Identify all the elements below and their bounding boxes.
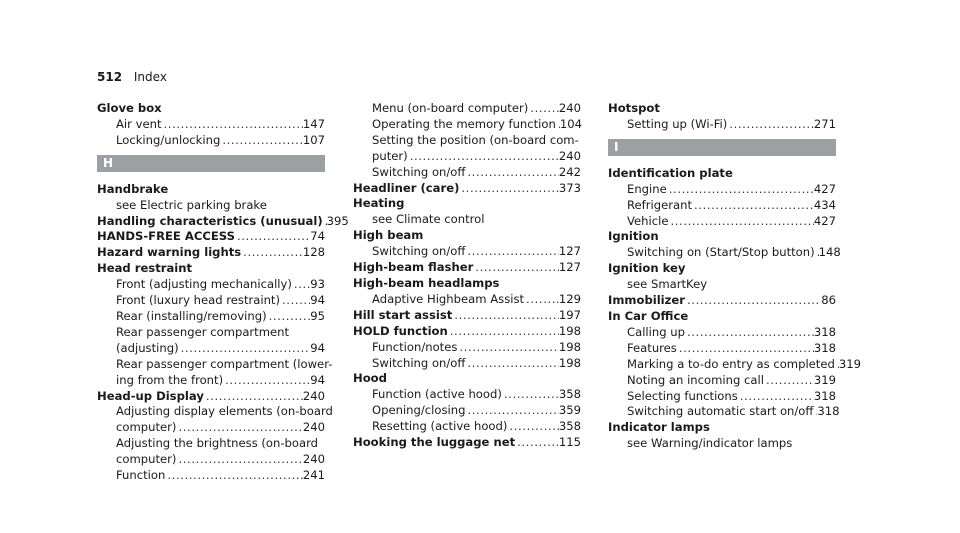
see-reference[interactable]: [608, 436, 836, 452]
section-letter-i: I: [608, 139, 836, 156]
leader-dots: [292, 277, 310, 293]
page-ref: 95: [310, 308, 325, 323]
index-subentry[interactable]: [97, 293, 325, 309]
page-ref: 128: [302, 245, 325, 260]
leader-dots: [162, 117, 303, 133]
index-subentry[interactable]: [97, 404, 333, 420]
index-entry[interactable]: [353, 371, 581, 387]
page-ref: 358: [558, 387, 581, 402]
index-subentry[interactable]: [353, 244, 581, 260]
entry-title: Handbrake: [97, 181, 169, 196]
entry-text: Rear passenger compartment (lower-: [116, 356, 333, 371]
leader-dots: [235, 229, 310, 245]
entry-text: Marking a to-do entry as completed: [627, 356, 835, 371]
entry-title: Indicator lamps: [608, 420, 710, 435]
leader-dots: [176, 420, 302, 436]
entry-text: Switching on/off: [372, 244, 466, 259]
entry-text: see Climate control: [372, 212, 485, 227]
entry-text: Locking/unlocking: [116, 132, 221, 147]
index-entry[interactable]: [608, 261, 836, 277]
leader-dots: [267, 309, 311, 325]
index-entry[interactable]: [97, 182, 325, 198]
entry-text: Setting up (Wi-Fi): [627, 116, 728, 131]
page-ref: 94: [310, 293, 325, 308]
page-ref: 127: [558, 260, 581, 275]
page-ref: 197: [558, 307, 581, 322]
index-entry[interactable]: [353, 276, 581, 292]
leader-dots: [507, 419, 558, 435]
entry-text: computer): [116, 420, 177, 435]
leader-dots: [473, 260, 559, 276]
index-subentry[interactable]: [608, 245, 841, 261]
entry-text: Function: [116, 468, 166, 483]
page-ref: 240: [558, 101, 581, 115]
entry-text: puter): [372, 148, 408, 163]
leader-dots: [457, 340, 558, 356]
entry-text: Vehicle: [627, 213, 669, 228]
leader-dots: [179, 341, 311, 357]
page-ref: 240: [302, 452, 325, 467]
page-ref: 198: [558, 323, 581, 338]
entry-title: Head restraint: [97, 261, 193, 276]
page-ref: 240: [302, 388, 325, 403]
entry-text: Adjusting the brightness (on-board: [116, 436, 319, 451]
entry-title: Glove box: [97, 101, 162, 115]
index-subentry[interactable]: [608, 356, 861, 373]
leader-dots: [685, 293, 821, 309]
leader-dots: [223, 373, 310, 389]
section-title: Index: [133, 70, 167, 84]
page-ref: 74: [310, 229, 325, 244]
entry-text: Opening/closing: [372, 403, 466, 418]
leader-dots: [459, 181, 558, 197]
index-subentry[interactable]: [608, 389, 836, 405]
entry-text: Switching on/off: [372, 355, 466, 370]
leader-dots: [220, 133, 303, 149]
entry-title: In Car Office: [608, 308, 689, 323]
entry-text: Adjusting display elements (on-board: [116, 404, 333, 419]
entry-text: ing from the front): [116, 372, 224, 387]
page-ref: 359: [558, 403, 581, 418]
index-column-3: [608, 101, 861, 452]
page-ref: 86: [821, 293, 836, 308]
leader-dots: [668, 214, 813, 230]
index-entry[interactable]: [608, 229, 836, 245]
entry-text: see Warning/indicator lamps: [627, 436, 793, 451]
index-subentry[interactable]: [97, 309, 325, 325]
index-subentry[interactable]: [353, 149, 581, 165]
leader-dots: [524, 292, 559, 308]
page-header: [97, 70, 167, 84]
entry-text: see Electric parking brake: [116, 197, 267, 212]
index-subentry[interactable]: [353, 117, 581, 133]
index-entry[interactable]: [353, 181, 581, 197]
index-subentry[interactable]: [608, 373, 836, 389]
index-subentry[interactable]: [97, 436, 325, 452]
index-entry[interactable]: [353, 260, 581, 276]
page-ref: 148: [818, 245, 841, 260]
entry-title: Hooking the luggage net: [353, 435, 516, 450]
index-subentry[interactable]: [608, 198, 836, 214]
index-subentry[interactable]: [608, 404, 840, 420]
page-ref: 240: [558, 148, 581, 163]
leader-dots: [692, 198, 814, 214]
entry-text: Front (luxury head restraint): [116, 293, 280, 308]
leader-dots: [241, 245, 303, 261]
index-subentry[interactable]: [97, 468, 325, 484]
entry-title: Head-up Display: [97, 388, 204, 403]
entry-text: Features: [627, 340, 677, 355]
entry-text: Rear passenger compartment: [116, 324, 290, 339]
page-ref: 104: [559, 116, 582, 131]
see-reference[interactable]: [353, 212, 581, 228]
index-subentry[interactable]: [608, 214, 836, 230]
page-ref: 318: [813, 324, 836, 339]
index-subentry[interactable]: [353, 387, 581, 403]
index-subentry[interactable]: [97, 133, 325, 149]
entry-title: Ignition key: [608, 261, 686, 276]
index-entry[interactable]: [353, 308, 581, 324]
leader-dots: [165, 468, 303, 484]
index-subentry[interactable]: [97, 325, 325, 341]
leader-dots: [465, 244, 558, 260]
entry-title: Heating: [353, 196, 405, 211]
index-subentry[interactable]: [97, 117, 325, 133]
entry-text: Refrigerant: [627, 197, 692, 212]
index-subentry[interactable]: [353, 403, 581, 419]
entry-text: Adaptive Highbeam Assist: [372, 291, 525, 306]
leader-dots: [204, 389, 303, 405]
index-column-1: [97, 101, 349, 484]
leader-dots: [465, 165, 558, 181]
entry-title: Hill start assist: [353, 307, 453, 322]
index-entry[interactable]: [608, 166, 836, 182]
index-entry[interactable]: [97, 389, 325, 405]
entry-text: Front (adjusting mechanically): [116, 277, 292, 292]
entry-text: Air vent: [116, 116, 162, 131]
entry-text: Selecting functions: [627, 388, 738, 403]
page-ref: 271: [813, 116, 836, 131]
entry-text: Function (active hood): [372, 387, 502, 402]
leader-dots: [465, 356, 558, 372]
index-subentry[interactable]: [608, 117, 836, 133]
entry-title: Hazard warning lights: [97, 245, 242, 260]
page-ref: 147: [302, 116, 325, 131]
page-ref: 319: [813, 372, 836, 387]
entry-text: Switching on/off: [372, 164, 466, 179]
index-subentry[interactable]: [608, 341, 836, 357]
index-entry[interactable]: [608, 293, 836, 309]
entry-title: Hood: [353, 371, 387, 386]
index-entry[interactable]: [353, 228, 581, 244]
leader-dots: [528, 101, 559, 117]
index-entry[interactable]: [97, 245, 325, 261]
index-subentry[interactable]: [97, 452, 325, 468]
leader-dots: [515, 435, 559, 451]
page-ref: 129: [558, 291, 581, 306]
see-reference[interactable]: [97, 198, 325, 214]
index-subentry[interactable]: [353, 292, 581, 308]
index-subentry[interactable]: [97, 341, 325, 357]
page-ref: 93: [310, 277, 325, 292]
entry-text: Function/notes: [372, 339, 458, 354]
entry-text: Switching automatic start on/off: [627, 404, 814, 419]
leader-dots: [176, 452, 302, 468]
see-reference[interactable]: [608, 277, 836, 293]
index-subentry[interactable]: [353, 101, 581, 117]
leader-dots: [685, 325, 814, 341]
page-ref: 198: [558, 339, 581, 354]
index-entry[interactable]: [97, 213, 349, 230]
page-ref: 198: [558, 355, 581, 370]
index-entry[interactable]: [353, 435, 581, 451]
index-subentry[interactable]: [97, 356, 333, 373]
page-ref: 358: [558, 419, 581, 434]
entry-title: High-beam flasher: [353, 260, 474, 275]
page-ref: 318: [813, 340, 836, 355]
index-subentry[interactable]: [353, 165, 581, 181]
entry-title: HOLD function: [353, 323, 448, 338]
page-ref: 427: [813, 213, 836, 228]
index-subentry[interactable]: [97, 373, 325, 389]
leader-dots: [764, 373, 814, 389]
index-subentry[interactable]: [353, 419, 581, 435]
page-ref: 241: [302, 468, 325, 483]
index-entry[interactable]: [97, 101, 325, 117]
entry-text: Resetting (active hood): [372, 419, 508, 434]
index-subentry[interactable]: [353, 133, 581, 149]
leader-dots: [452, 308, 559, 324]
entry-text: Noting an incoming call: [627, 372, 764, 387]
entry-text: Switching on (Start/Stop button): [627, 245, 815, 260]
entry-title: High beam: [353, 228, 424, 243]
leader-dots: [448, 324, 559, 340]
index-subentry[interactable]: [97, 277, 325, 293]
leader-dots: [667, 182, 814, 198]
leader-dots: [465, 403, 558, 419]
index-entry[interactable]: [353, 324, 581, 340]
entry-text: Rear (installing/removing): [116, 308, 267, 323]
leader-dots: [280, 293, 310, 309]
entry-text: Calling up: [627, 324, 685, 339]
index-entry[interactable]: [608, 420, 836, 436]
leader-dots: [677, 341, 814, 357]
page-ref: 242: [558, 164, 581, 179]
index-entry[interactable]: [608, 309, 836, 325]
leader-dots: [727, 117, 814, 133]
index-subentry[interactable]: [353, 356, 581, 372]
page-ref: 427: [813, 181, 836, 196]
entry-title: Handling characteristics (unusual): [97, 213, 323, 228]
page-ref: 373: [558, 180, 581, 195]
entry-title: High-beam headlamps: [353, 275, 500, 290]
entry-text: Menu (on-board computer): [372, 101, 529, 115]
page-number: 512: [97, 70, 123, 84]
section-letter-h: H: [97, 155, 325, 172]
entry-text: Engine: [627, 181, 667, 196]
entry-text: computer): [116, 452, 177, 467]
entry-title: Identification plate: [608, 165, 733, 180]
index-entry[interactable]: [97, 261, 325, 277]
entry-title: Ignition: [608, 229, 659, 244]
page-ref: 318: [813, 388, 836, 403]
page-ref: 115: [558, 435, 581, 450]
entry-text: Operating the memory function: [372, 116, 556, 131]
index-entry[interactable]: [353, 196, 581, 212]
entry-text: Setting the position (on-board com-: [372, 132, 579, 147]
page-ref: 240: [302, 420, 325, 435]
index-subentry[interactable]: [353, 340, 581, 356]
entry-text: (adjusting): [116, 340, 179, 355]
entry-title: HANDS-FREE ACCESS: [97, 229, 235, 244]
page-ref: 107: [302, 132, 325, 147]
index-entry[interactable]: [97, 229, 325, 245]
entry-title: Hotspot: [608, 101, 660, 115]
entry-title: Headliner (care): [353, 180, 460, 195]
index-subentry[interactable]: [608, 182, 836, 198]
page-ref: 395: [326, 213, 349, 228]
entry-title: Immobilizer: [608, 293, 685, 308]
entry-text: see SmartKey: [627, 277, 708, 292]
page-ref: 127: [558, 244, 581, 259]
page-ref: 94: [310, 372, 325, 387]
page-ref: 94: [310, 340, 325, 355]
index-column-2: [353, 101, 581, 451]
leader-dots: [408, 149, 559, 165]
page-ref: 434: [813, 197, 836, 212]
index-subentry[interactable]: [608, 325, 836, 341]
index-entry[interactable]: [608, 101, 836, 117]
leader-dots: [738, 389, 814, 405]
index-subentry[interactable]: [97, 420, 325, 436]
page-ref: 318: [817, 404, 840, 419]
leader-dots: [502, 387, 559, 403]
page-ref: 319: [838, 356, 861, 371]
